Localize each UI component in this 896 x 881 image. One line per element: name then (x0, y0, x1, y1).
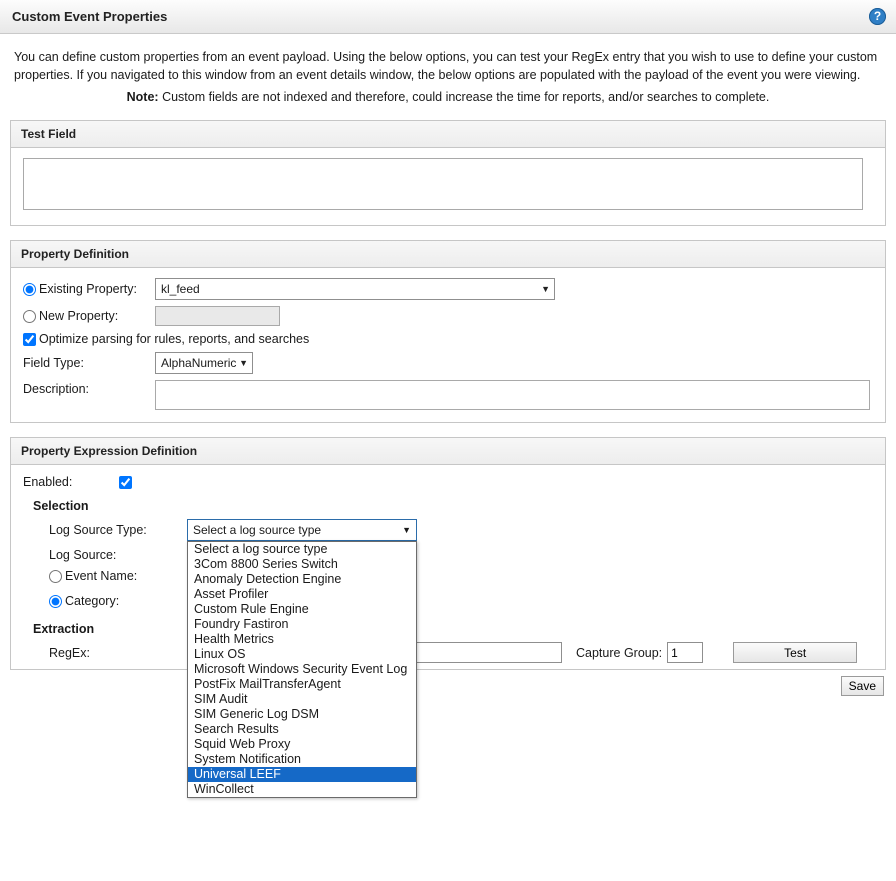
footer-actions (0, 670, 896, 696)
existing-property-radio-label[interactable] (23, 282, 155, 296)
selection-heading: Selection (33, 499, 89, 513)
log-source-type-option-list[interactable] (187, 541, 417, 798)
capture-group-input[interactable] (667, 642, 703, 663)
optimize-checkbox-label[interactable] (23, 332, 309, 346)
optimize-row (23, 332, 873, 346)
new-property-row (23, 306, 873, 326)
event-name-radio[interactable] (49, 570, 62, 583)
log-source-type-dropdown[interactable] (187, 519, 417, 796)
property-definition-panel (10, 240, 886, 423)
log-source-row (49, 548, 873, 562)
chevron-down-icon: ▼ (541, 284, 550, 294)
list-item[interactable]: Custom Rule Engine (194, 602, 309, 616)
field-type-value: AlphaNumeric (161, 356, 237, 370)
list-item[interactable]: Health Metrics (194, 632, 274, 646)
extraction-heading: Extraction (33, 622, 95, 636)
existing-property-radio[interactable] (23, 283, 36, 296)
enabled-row (23, 475, 873, 489)
test-field-input[interactable] (23, 158, 863, 210)
chevron-down-icon: ▼ (239, 358, 248, 368)
list-item[interactable]: PostFix MailTransferAgent (194, 677, 341, 691)
capture-group-label: Capture Group: (576, 645, 663, 660)
existing-property-value: kl_feed (161, 282, 200, 296)
list-item[interactable]: SIM Audit (194, 692, 248, 706)
chevron-down-icon: ▼ (402, 525, 411, 535)
new-property-label-text: New Property: (39, 309, 119, 323)
list-item[interactable]: SIM Generic Log DSM (194, 707, 320, 721)
page-title: Custom Event Properties (12, 9, 168, 24)
list-item-selected[interactable]: Universal LEEF (188, 767, 416, 782)
log-source-label: Log Source: (49, 548, 117, 562)
list-item[interactable]: Asset Profiler (194, 587, 269, 601)
regex-label: RegEx: (49, 645, 90, 660)
window-titlebar (0, 0, 896, 34)
list-item[interactable]: Select a log source type (194, 542, 328, 556)
help-icon[interactable]: ? (869, 8, 886, 25)
list-item[interactable]: Search Results (194, 722, 279, 736)
enabled-label: Enabled: (23, 475, 73, 489)
description-label: Description: (23, 382, 89, 396)
list-item[interactable]: 3Com 8800 Series Switch (194, 557, 338, 571)
new-property-radio-label[interactable] (23, 309, 155, 323)
category-label-text: Category: (65, 594, 120, 608)
property-expression-legend: Property Expression Definition (11, 438, 885, 465)
intro-section (0, 34, 896, 106)
intro-note (14, 88, 882, 106)
list-item[interactable]: Anomaly Detection Engine (194, 572, 342, 586)
category-radio-label[interactable] (49, 594, 187, 608)
save-button[interactable]: Save (841, 676, 884, 696)
event-name-radio-label[interactable] (49, 569, 187, 583)
property-definition-legend: Property Definition (11, 241, 885, 268)
existing-property-select[interactable] (155, 278, 555, 300)
field-type-row (23, 352, 873, 374)
existing-property-row (23, 278, 873, 300)
optimize-label-text: Optimize parsing for rules, reports, and searches (39, 332, 310, 346)
event-name-row (49, 569, 873, 583)
list-item[interactable]: Microsoft Windows Security Event Log (194, 662, 408, 676)
log-source-type-select[interactable] (187, 519, 417, 541)
new-property-input[interactable] (155, 306, 280, 326)
category-radio[interactable] (49, 595, 62, 608)
existing-property-label-text: Existing Property: (39, 282, 137, 296)
optimize-checkbox[interactable] (23, 333, 36, 346)
list-item[interactable]: WinCollect (194, 782, 254, 796)
event-name-label-text: Event Name: (65, 569, 138, 583)
test-field-panel (10, 120, 886, 226)
log-source-type-value: Select a log source type (193, 523, 322, 537)
list-item[interactable]: Linux OS (194, 647, 246, 661)
note-label: Note: (126, 90, 159, 104)
log-source-type-label: Log Source Type: (49, 523, 147, 537)
description-input[interactable] (155, 380, 870, 410)
new-property-radio[interactable] (23, 310, 36, 323)
list-item[interactable]: Foundry Fastiron (194, 617, 289, 631)
field-type-select[interactable] (155, 352, 253, 374)
extraction-group (49, 642, 873, 663)
test-field-legend: Test Field (11, 121, 885, 148)
test-button[interactable]: Test (733, 642, 857, 663)
intro-paragraph: You can define custom properties from an event payload. Using the below options, you can test your RegEx entry that you wish to use to define your custom properties. If you navigated to this window from an event details window, the below options are populated with the payload of the event you were viewing. (14, 50, 878, 82)
description-row (23, 380, 873, 410)
field-type-label: Field Type: (23, 356, 84, 370)
note-text: Custom fields are not indexed and therefore, could increase the time for reports, and/or searches to complete. (158, 90, 770, 104)
category-row (49, 590, 873, 612)
list-item[interactable]: Squid Web Proxy (194, 737, 291, 751)
list-item[interactable]: System Notification (194, 752, 301, 766)
enabled-checkbox[interactable] (119, 476, 132, 489)
